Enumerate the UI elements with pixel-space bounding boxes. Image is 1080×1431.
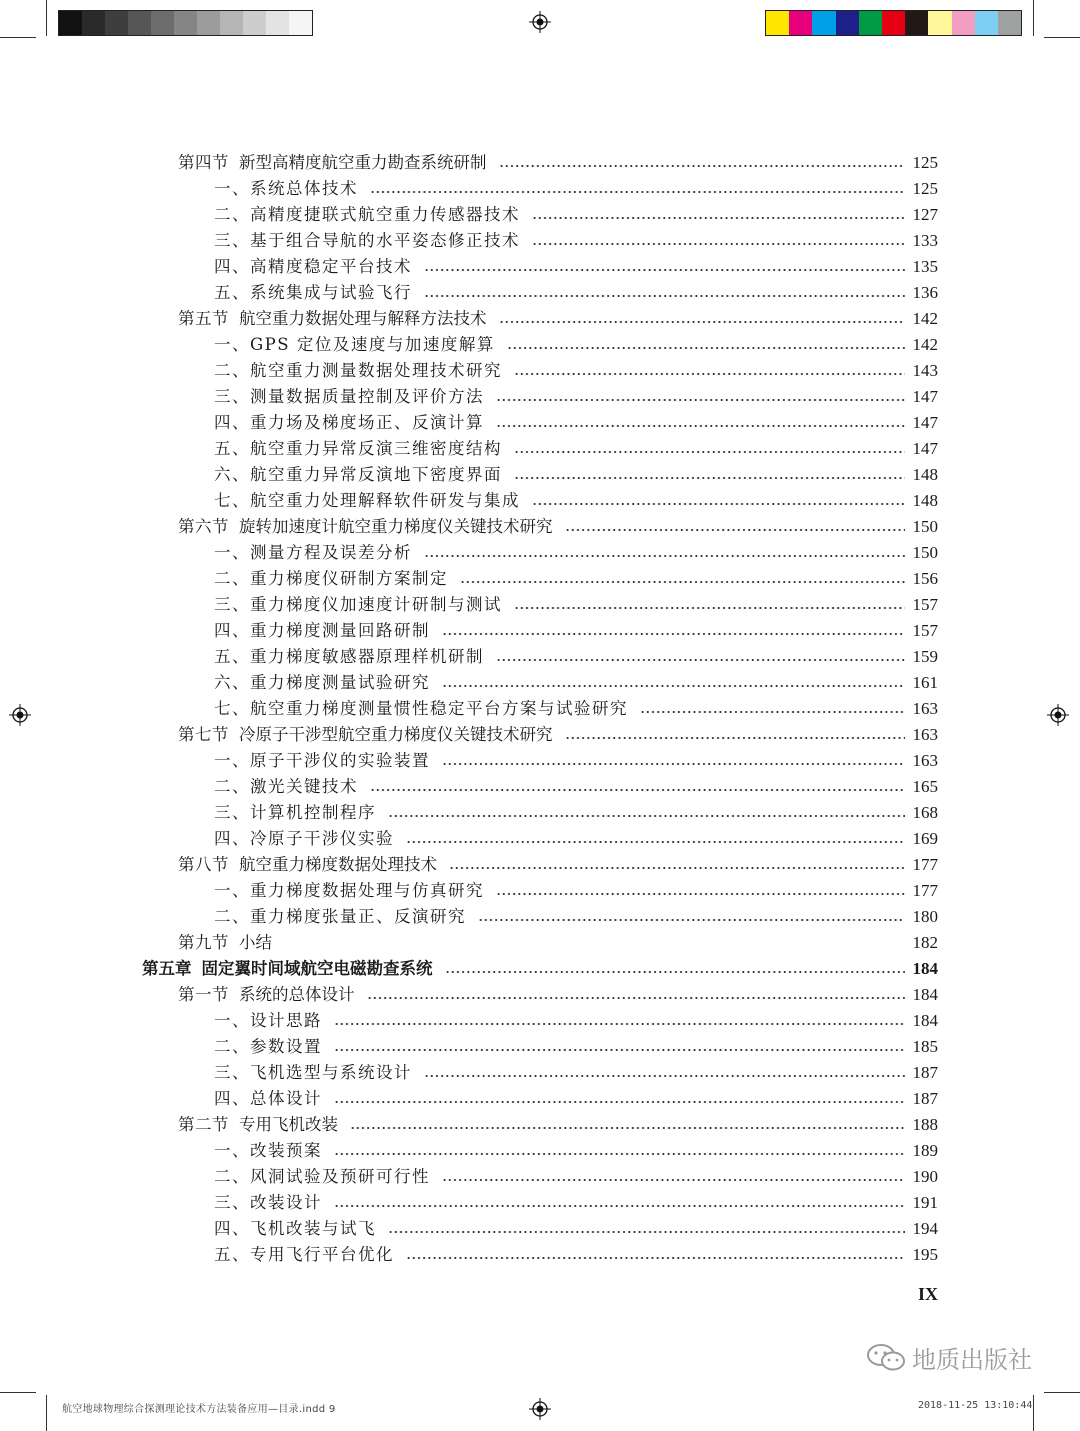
toc-title: 二、重力梯度仪研制方案制定 [214,569,448,588]
toc-number: 第四节 [178,153,229,172]
toc-leader-dots [565,529,905,531]
toc-page-number: 127 [912,205,938,224]
toc-number: 第八节 [178,855,229,874]
toc-title: 二、激光关键技术 [214,777,358,796]
toc-number: 第五章 [142,959,192,978]
toc-title: 旋转加速度计航空重力梯度仪关键技术研究 [239,517,553,536]
toc-title: 一、GPS 定位及速度与加速度解算 [214,335,495,354]
toc-title: 二、航空重力测量数据处理技术研究 [214,361,502,380]
toc-title: 七、航空重力处理解释软件研发与集成 [214,491,520,510]
toc-item [214,254,938,280]
toc-title: 三、飞机选型与系统设计 [214,1063,412,1082]
toc-page-number: 169 [912,829,938,848]
toc-title: 固定翼时间域航空电磁勘查系统 [201,959,433,978]
toc-number: 第五节 [178,309,229,328]
toc-title: 三、基于组合导航的水平姿态修正技术 [214,231,520,250]
toc-leader-dots [496,425,905,427]
registration-mark-bottom-icon [529,1398,551,1420]
toc-page-number: 187 [912,1089,938,1108]
crop-mark [1044,37,1080,38]
gray-swatch [174,11,197,35]
toc-leader-dots [478,919,905,921]
toc-page-number: 189 [912,1141,938,1160]
toc-number: 第七节 [178,725,229,744]
color-swatch [882,11,905,35]
toc-leader-dots [514,607,905,609]
watermark-text: 地质出版社 [912,1346,1032,1374]
grayscale-calibration-bar [58,10,313,36]
toc-leader-dots [514,451,905,453]
toc-leader-dots [514,373,905,375]
toc-page-number: 147 [912,413,938,432]
toc-item [214,358,938,384]
color-swatch [998,11,1021,35]
toc-page-number: 150 [912,543,938,562]
toc-page-number: 125 [912,179,938,198]
toc-number: 第六节 [178,517,229,536]
toc-page-number: 136 [912,283,938,302]
color-swatch [812,11,835,35]
toc-item [214,488,938,514]
toc-leader-dots [442,633,905,635]
toc-page-number: 177 [912,855,938,874]
toc-leader-dots [367,997,905,999]
toc-title: 航空重力数据处理与解释方法技术 [239,309,487,328]
toc-section [178,1112,938,1138]
toc-item [214,202,938,228]
registration-mark-left-icon [9,704,31,726]
toc-leader-dots [424,269,905,271]
crop-mark [46,0,47,36]
toc-leader-dots [424,555,905,557]
toc-leader-dots [334,1023,905,1025]
toc-page-number: 168 [912,803,938,822]
toc-page-number: 184 [912,959,938,978]
gray-swatch [243,11,266,35]
toc-item [214,1138,938,1164]
toc-page-number: 163 [912,699,938,718]
toc-page-number: 157 [912,621,938,640]
crop-mark [1033,0,1034,36]
toc-item [214,904,938,930]
toc-leader-dots [496,659,905,661]
toc-item [214,384,938,410]
toc-title: 五、系统集成与试验飞行 [214,283,412,302]
toc-number: 第九节 [178,933,229,952]
toc-title: 四、高精度稳定平台技术 [214,257,412,276]
toc-title: 一、测量方程及误差分析 [214,543,412,562]
toc-item [214,566,938,592]
toc-page-number: 184 [912,985,938,1004]
gray-swatch [59,11,82,35]
color-swatch [766,11,789,35]
toc-section [178,306,938,332]
toc-page-number: 143 [912,361,938,380]
toc-title: 七、航空重力梯度测量惯性稳定平台方案与试验研究 [214,699,628,718]
toc-title: 四、飞机改装与试飞 [214,1219,376,1238]
toc-leader-dots [424,1075,905,1077]
toc-section [178,722,938,748]
toc-item [214,644,938,670]
toc-leader-dots [334,1153,905,1155]
toc-title: 二、参数设置 [214,1037,322,1056]
toc-item [214,1216,938,1242]
toc-leader-dots [424,295,905,297]
color-swatch [928,11,951,35]
toc-section [178,982,938,1008]
gray-swatch [151,11,174,35]
toc-item [214,800,938,826]
toc-leader-dots [532,503,905,505]
toc-leader-dots [449,867,905,869]
toc-leader-dots [460,581,905,583]
toc-item [214,436,938,462]
toc-page-number: 190 [912,1167,938,1186]
color-swatch [905,11,928,35]
toc-page-number: 147 [912,439,938,458]
toc-leader-dots [406,1257,905,1259]
toc-item [214,670,938,696]
toc-leader-dots [532,243,905,245]
toc-page-number: 191 [912,1193,938,1212]
gray-swatch [128,11,151,35]
toc-page-number: 163 [912,725,938,744]
toc-page-number: 156 [912,569,938,588]
toc-leader-dots [640,711,905,713]
toc-page-number: 188 [912,1115,938,1134]
crop-mark [1044,1392,1080,1393]
crop-mark [0,37,36,38]
toc-item [214,618,938,644]
toc-title: 四、重力梯度测量回路研制 [214,621,430,640]
toc-title: 五、航空重力异常反演三维密度结构 [214,439,502,458]
toc-leader-dots [334,1205,905,1207]
toc-page-number: 148 [912,465,938,484]
toc-title: 二、风洞试验及预研可行性 [214,1167,430,1186]
toc-page-number: 157 [912,595,938,614]
toc-item [214,1190,938,1216]
color-swatch [952,11,975,35]
toc-leader-dots [370,191,905,193]
toc-item [214,826,938,852]
toc-title: 三、改装设计 [214,1193,322,1212]
toc-leader-dots [442,763,905,765]
toc-title: 五、专用飞行平台优化 [214,1245,394,1264]
toc-page-number: 142 [912,309,938,328]
toc-item [214,1242,938,1268]
toc-leader-dots [499,165,905,167]
footer-timestamp: 2018-11-25 13:10:44 [918,1400,1033,1411]
toc-title: 三、计算机控制程序 [214,803,376,822]
toc-page-number: 135 [912,257,938,276]
toc-title: 小结 [239,933,272,952]
toc-title: 二、高精度捷联式航空重力传感器技术 [214,205,520,224]
toc-page-number: 184 [912,1011,938,1030]
color-calibration-bar [765,10,1022,36]
toc-leader-dots [499,321,905,323]
toc-leader-dots [442,685,905,687]
toc-leader-dots [445,971,905,973]
toc-title: 新型高精度航空重力勘查系统研制 [239,153,487,172]
toc-page-number: 147 [912,387,938,406]
toc-page-number: 185 [912,1037,938,1056]
toc-item [214,1060,938,1086]
toc-page-number: 187 [912,1063,938,1082]
toc-page-number: 159 [912,647,938,666]
toc-chapter [142,956,938,982]
page-number: IX [918,1284,939,1304]
toc-item [214,410,938,436]
toc-item [214,280,938,306]
toc-leader-dots [496,893,905,895]
gray-swatch [82,11,105,35]
toc-title: 四、总体设计 [214,1089,322,1108]
toc-leader-dots [442,1179,905,1181]
toc-item [214,1164,938,1190]
toc-page-number: 148 [912,491,938,510]
toc-item [214,774,938,800]
toc-leader-dots [496,399,905,401]
color-swatch [859,11,882,35]
toc-leader-dots [406,841,905,843]
toc-section [178,930,938,956]
toc-page-number: 125 [912,153,938,172]
toc-title: 四、冷原子干涉仪实验 [214,829,394,848]
toc-item [214,696,938,722]
toc-item [214,176,938,202]
toc-section [178,852,938,878]
gray-swatch [266,11,289,35]
toc-number: 第二节 [178,1115,229,1134]
toc-title: 六、航空重力异常反演地下密度界面 [214,465,502,484]
gray-swatch [220,11,243,35]
crop-mark [0,1392,36,1393]
toc-page-number: 133 [912,231,938,250]
toc-title: 一、设计思路 [214,1011,322,1030]
toc-leader-dots [370,789,905,791]
crop-mark [46,1395,47,1431]
gray-swatch [105,11,128,35]
toc-page-number: 195 [912,1245,938,1264]
toc-title: 一、原子干涉仪的实验装置 [214,751,430,770]
toc-page-number: 142 [912,335,938,354]
toc-leader-dots [388,815,905,817]
toc-page-number: 180 [912,907,938,926]
toc-title: 三、重力梯度仪加速度计研制与测试 [214,595,502,614]
toc-title: 专用飞机改装 [239,1115,338,1134]
toc-title: 冷原子干涉型航空重力梯度仪关键技术研究 [239,725,553,744]
toc-item [214,748,938,774]
toc-leader-dots [507,347,905,349]
toc-title: 一、重力梯度数据处理与仿真研究 [214,881,484,900]
toc-title: 三、测量数据质量控制及评价方法 [214,387,484,406]
toc-leader-dots [565,737,905,739]
toc-leader-dots [514,477,905,479]
toc-title: 航空重力梯度数据处理技术 [239,855,437,874]
toc-item [214,332,938,358]
toc-section [178,150,938,176]
gray-swatch [289,11,312,35]
toc-item [214,1086,938,1112]
toc-page-number: 182 [912,933,938,952]
toc-item [214,228,938,254]
toc-title: 五、重力梯度敏感器原理样机研制 [214,647,484,666]
toc-item [214,540,938,566]
toc-leader-dots [334,1049,905,1051]
toc-page-number: 194 [912,1219,938,1238]
toc-title: 四、重力场及梯度场正、反演计算 [214,413,484,432]
toc-title: 系统的总体设计 [239,985,355,1004]
publisher-watermark [866,1340,1032,1375]
toc-number: 第一节 [178,985,229,1004]
toc-section [178,514,938,540]
toc-leader-dots [350,1127,905,1129]
crop-mark [1033,1395,1034,1431]
toc-item [214,1008,938,1034]
footer-filename: 航空地球物理综合探测理论技术方法装备应用—目录.indd 9 [62,1404,336,1415]
color-swatch [789,11,812,35]
toc-title: 一、改装预案 [214,1141,322,1160]
toc-page-number: 161 [912,673,938,692]
wechat-icon [866,1343,906,1373]
toc-title: 一、系统总体技术 [214,179,358,198]
toc-item [214,1034,938,1060]
registration-mark-right-icon [1047,704,1069,726]
toc-page-number: 150 [912,517,938,536]
toc-item [214,878,938,904]
toc-leader-dots [388,1231,905,1233]
registration-mark-top-icon [529,11,551,33]
color-swatch [836,11,859,35]
color-swatch [975,11,998,35]
toc-leader-dots [334,1101,905,1103]
toc-title: 二、重力梯度张量正、反演研究 [214,907,466,926]
toc-leader-dots [532,217,905,219]
gray-swatch [197,11,220,35]
toc-page-number: 163 [912,751,938,770]
toc-page-number: 165 [912,777,938,796]
toc-item [214,592,938,618]
toc-item [214,462,938,488]
toc-page-number: 177 [912,881,938,900]
toc-leader-dots [284,945,905,947]
toc-title: 六、重力梯度测量试验研究 [214,673,430,692]
